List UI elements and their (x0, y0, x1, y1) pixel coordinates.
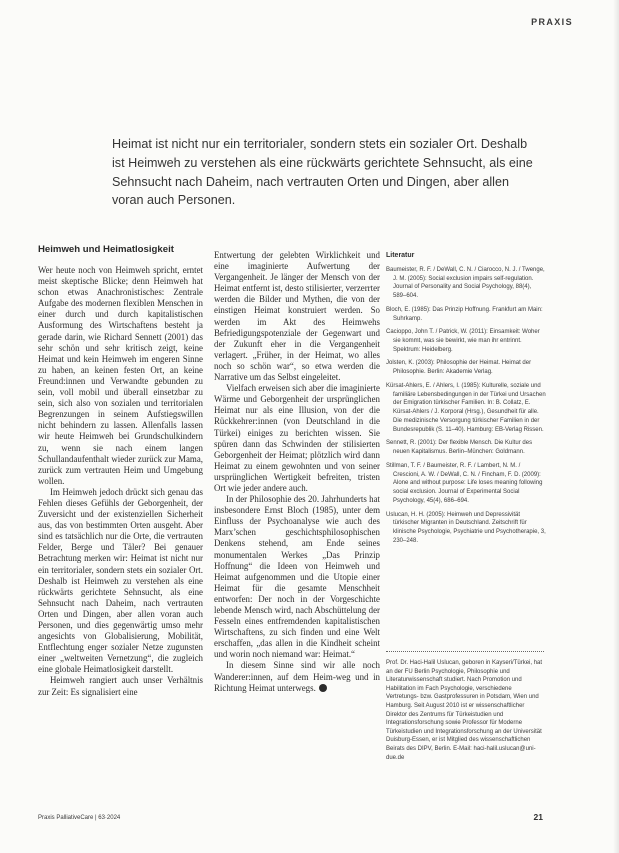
literature-list (386, 252, 546, 550)
reference-item: Uslucan, H. H. (2005): Heimweh und Depressivität türkischer Migranten in Deutschland. Zeitschrift für klinische Psychologie, Psychiatrie und Psychotherapie, 3, 230–248. (386, 511, 546, 544)
reference-item: Bloch, E. (1985): Das Prinzip Hoffnung. Frankfurt am Main: Suhrkamp. (386, 306, 543, 322)
paragraph (214, 660, 380, 693)
reference-item: Kürsat-Ahlers, E. / Ahlers, I. (1985): Kulturelle, soziale und familiäre Lebensbedingungen in der Türkei und Ursachen der Emigration türkischer Familien. In: B. Collatz, E. Kürsat-Ahlers / J. Korporal (Hrsg.), Gesundheit für alle. Die medizinische Versorgung türkischer Familien in der Bundesrepublik (S. 11–40). Hamburg: EB-Verlag Rissen. (386, 382, 546, 433)
literature-title: Literatur (386, 252, 415, 259)
reference-item: Baumeister, R. F. / DeWall, C. N. / Ciarocco, N. J. / Twenge, J. M. (2005): Social exclusion impairs self-regulation. Journal of Personality and Social Psychology, 88(4), 589–604. (386, 266, 545, 300)
section-label: PRAXIS (531, 17, 573, 27)
paragraph: Im Heimweh jedoch drückt sich genau das Fehlen dieses Gefühls der Geborgenheit, der Zuversicht und der existenziellen Sicherheit aus, das von bestimmten Orten ausgeht. Aber sind es tatsächlich nur die Orte, die vertrauten Felder, Berge und Täler? Bei genauer Betrachtung merken wir: Heimat ist nicht nur ein territorialer, sondern stets ein sozialer Ort. Deshalb ist Heimweh zu verstehen als eine rückwärts gerichtete Sehnsucht, als eine Sehnsucht nach Daheim, nach vertrauten Orten und Dingen, aber allen voran auch Personen, und dies gegenwärtig umso mehr angesichts von Globalisierung, Mobilität, Entflechtung enger sozialer Netze zugunsten einer „weltweiten Vernetzung“, die zugleich eine globale Heimatlosigkeit darstellt. (38, 486, 203, 675)
pull-quote: Heimat ist nicht nur ein territorialer, sondern stets ein sozialer Ort. Deshalb ist Heimweh zu verstehen als eine rückwärts gerichtete Sehnsucht, als eine Sehnsucht nach Daheim, nach vertrauten Orten und Dingen, aber allen voran auch Personen. (112, 137, 533, 208)
bio-divider (386, 651, 544, 652)
reference-item: Cacioppo, John T. / Patrick, W. (2011): Einsamkeit: Woher sie kommt, was sie bewirkt, wie man ihr entrinnt. Spektrum: Heidelberg. (386, 329, 540, 353)
reference-item: Sennett, R. (2001): Der flexible Mensch. Die Kultur des neuen Kapitalismus. Berlin–München: Goldmann. (386, 440, 533, 456)
paragraph: Wer heute noch von Heimweh spricht, erntet meist skeptische Blicke; denn Heimweh hat schon etwas Anachronistisches: Zentrale Aufgabe des modernen flexiblen Menschen in einer durch und durch kapitalistischen Ausformung des Wirtschaftens besteht ja gerade darin, wie Richard Sennett (2001) das sehr schön und sehr kritisch zeigt, keine Heimat und kein Heimweh im engeren Sinne zu haben, an keinen festen Ort, an keine Freund:innen und Verwandte gebunden zu sein, voll mobil und überall einsetzbar zu sein, sich also von sozialen und territorialen Begrenzungen in seinem Aufstiegswillen nicht behindern zu lassen. Allenfalls lassen wir heute Heimweh bei Grundschulkindern zu, wenn sie nach einem langen Schullandaufenthalt wieder zurück zur Mama, zurück zum vertrauten Heim und Umgebung wollen. (38, 265, 203, 486)
article-column-2 (214, 250, 380, 694)
paragraph: In der Philosophie des 20. Jahrhunderts hat insbesondere Ernst Bloch (1985), unter dem Einfluss der Psychoanalyse wie auch des Marx’schen geschichtsphilosophischen Denkens stehend, am Ende seines monumentalen Werkes „Das Prinzip Hoffnung“ die Ideen von Heimweh und Heimat aufgenommen und die Utopie einer Heimat für die gesamte Menschheit entworfen: Der noch in der Vorgeschichte lebende Mensch wird, nach Abschüttelung der Fesseln eines entfremdenden kapitalistischen Wirtschaftens, zu sich finden und eine Welt erschaffen, „das allen in die Kindheit scheint und worin noch niemand war: Heimat.“ (214, 494, 380, 660)
page-number: 21 (533, 812, 543, 822)
paragraph: Entwertung der gelebten Wirklichkeit und eine imaginierte Aufwertung der Vergangenheit. Je länger der Mensch von der Heimat entfernt ist, desto stilisierter, verzerrter werden die Bilder und Mythen, die von der einstigen Heimat konstruiert werden. So werden im Akt des Heimwehs Befriedigungspotenziale der Gegenwart und der Zukunft eher in die Vergangenheit verlagert. „Früher, in der Heimat, wo alles noch so schön war“, so etwa werden die Narrative um das Selbst eingeleitet. (214, 250, 380, 383)
paragraph: Heimweh rangiert auch unser Verhältnis zur Zeit: Es signalisiert eine (38, 675, 203, 697)
footer-publication: Praxis PalliativeCare | 63·2024 (38, 815, 121, 821)
reference-item: Jolsten, K. (2003): Philosophie der Heimat. Heimat der Philosophie. Berlin: Akademie Verlag. (386, 360, 532, 376)
article-column-1 (38, 244, 203, 698)
closing-paragraph-text: In diesem Sinne sind wir alle noch Wanderer:innen, auf dem Heim-weg und in Richtung Heimat unterwegs. (214, 660, 380, 693)
paragraph: Vielfach erweisen sich aber die imaginierte Wärme und Geborgenheit der ursprünglichen Heimat nur als eine Illusion, von der die Rückkehrer:innen (von Deutschland in die Türkei) einiges zu berichten wissen. Sie spüren dann das Schwinden der stilisierten Geborgenheit der Heimat; plötzlich wird dann Heimat zu einem gewohnten und von seiner ursprünglichen Wertigkeit befreiten, tristen Ort wie jeder andere auch. (214, 383, 380, 493)
reference-item: Stillman, T. F. / Baumeister, R. F. / Lambert, N. M. / Crescioni, A. W. / DeWall, C. N. / Fincham, F. D. (2009): Alone and without purpose: Life loses meaning following social exclusion. Journal of Experimental Social Psychology, 45(4), 686–694. (386, 462, 543, 504)
end-mark-icon (319, 684, 327, 692)
section-heading: Heimweh und Heimatlosigkeit (38, 244, 174, 255)
author-bio: Prof. Dr. Haci-Halil Uslucan, geboren in Kayseri/Türkei, hat an der FU Berlin Psychologie, Philosophie und Literaturwissenschaft studiert. Nach Promotion und Habilitation im Fach Psychologie, verschiedene Vertretungs- bzw. Gastprofessuren in Potsdam, Wien und Hamburg. Seit August 2010 ist er wissenschaftlicher Direktor des Zentrums für Türkeistudien und Integrationsforschung sowie Professor für Moderne Türkeistudien und Integrationsforschung an der Universität Duisburg-Essen, er ist Mitglied des wissenschaftlichen Beirats des DIPV, Berlin. E-Mail: haci-halil.uslucan@uni-due.de (386, 660, 543, 761)
